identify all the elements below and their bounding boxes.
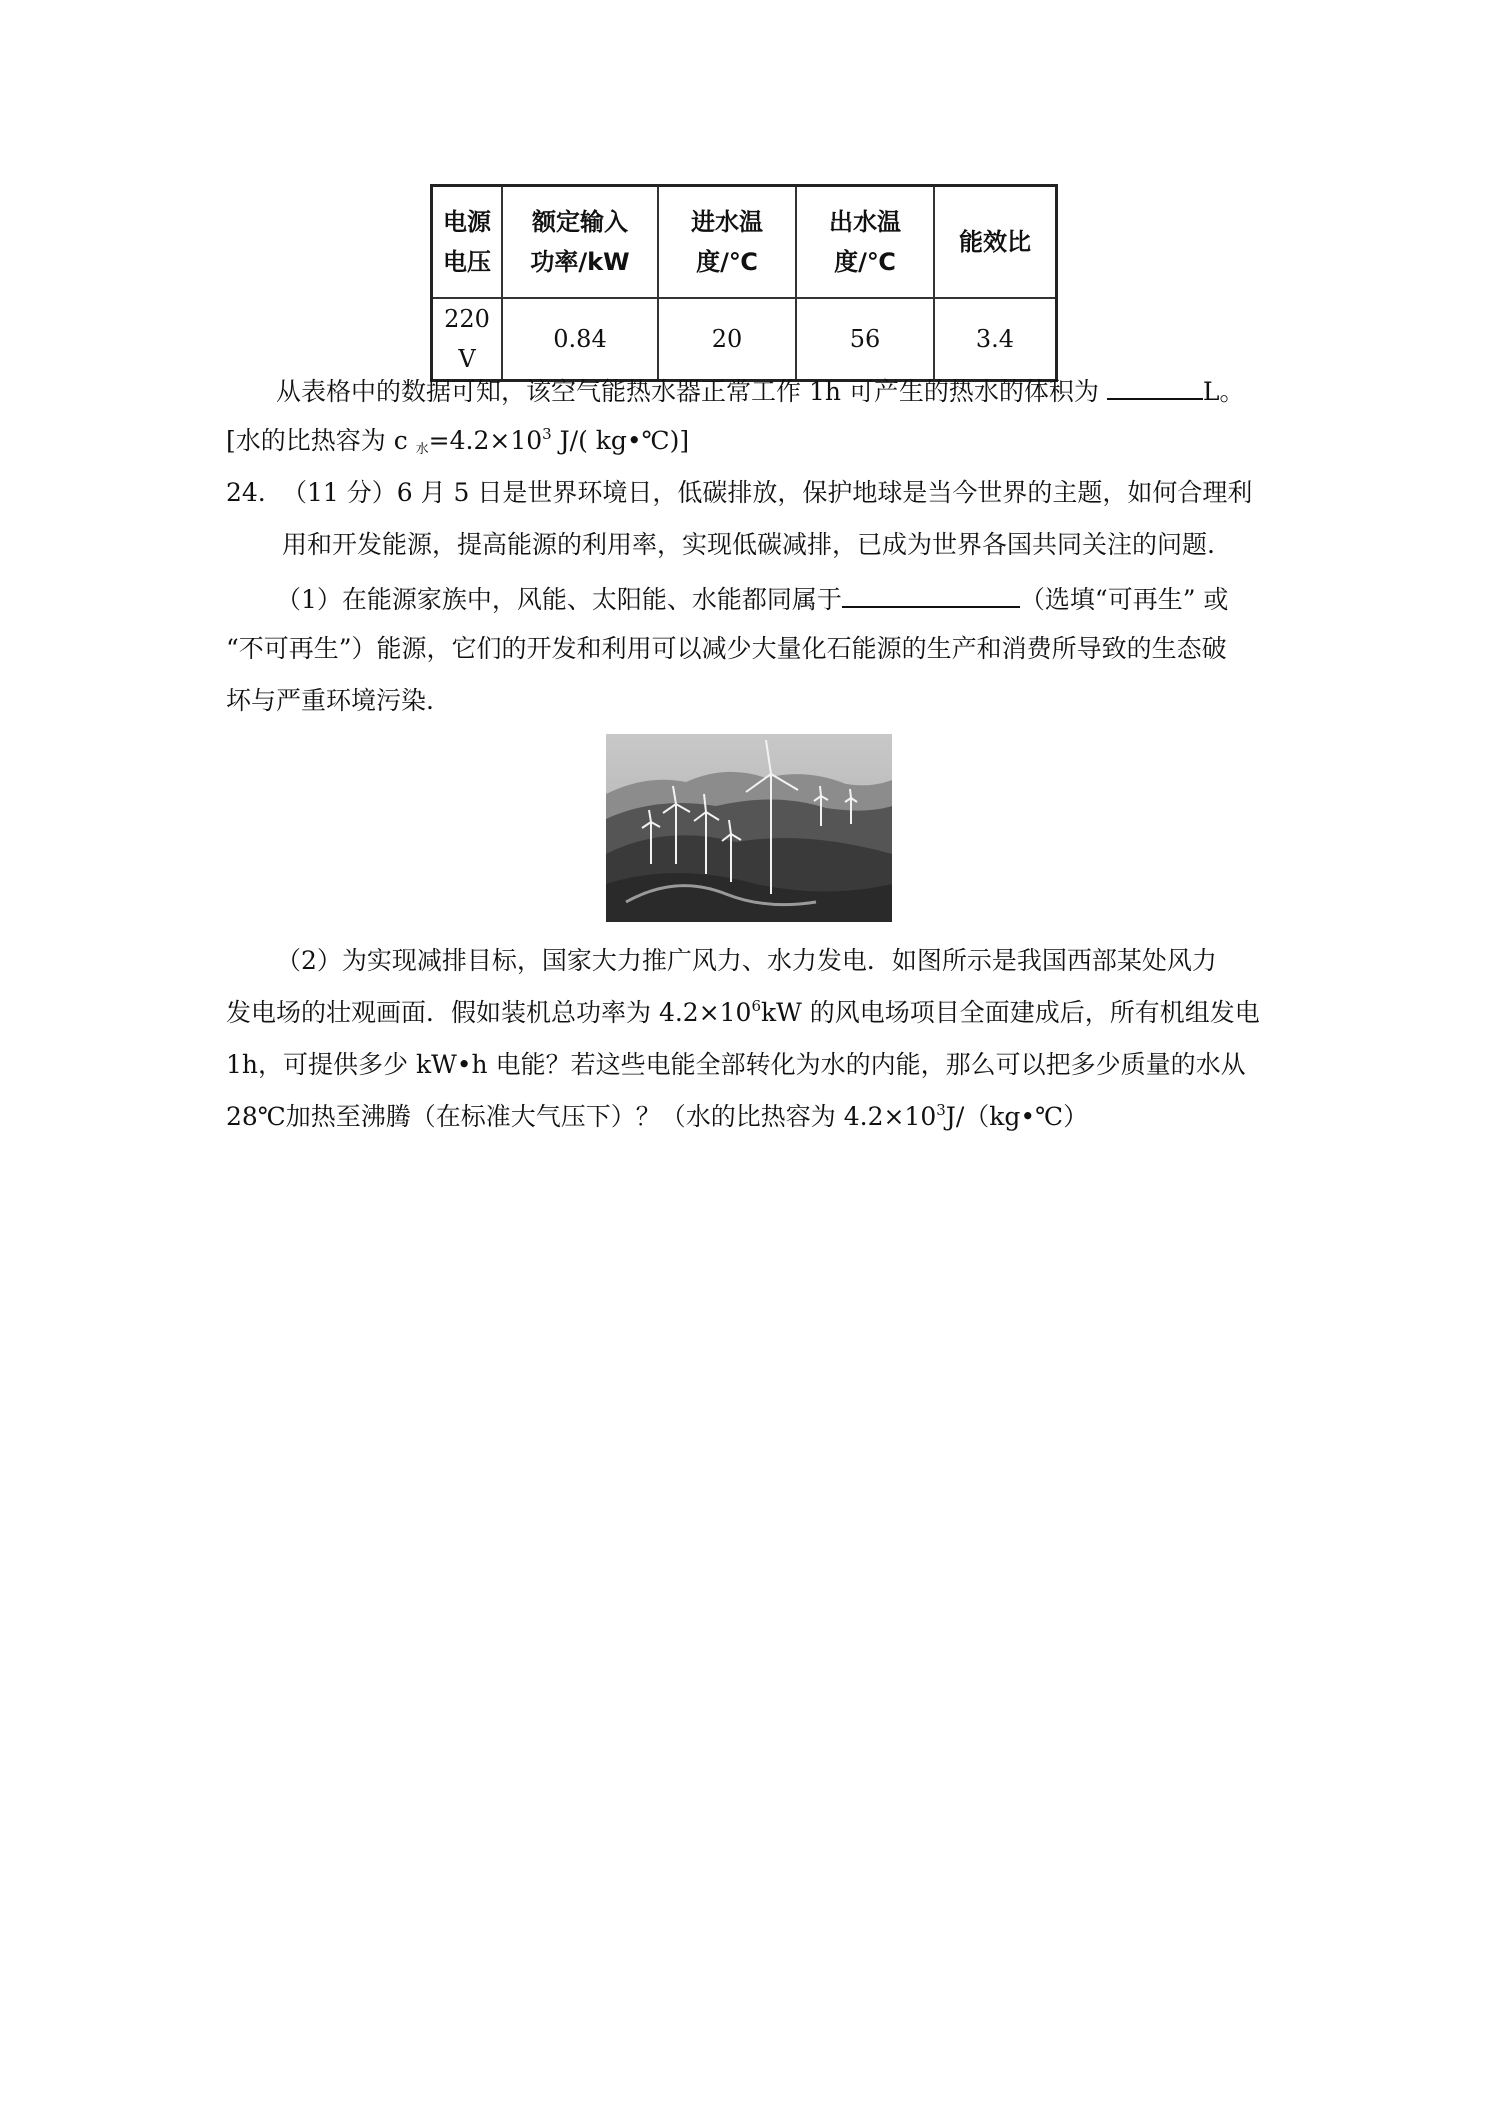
note-text-end: J/( kg•℃)] (551, 426, 690, 455)
q24-intro-line1: （11 分）6 月 5 日是世界环境日，低碳排放，保护地球是当今世界的主题，如何合理利 (282, 478, 1253, 507)
q24-number: 24. (226, 478, 266, 507)
q24-part1-line3: 坏与严重环境污染. (226, 686, 434, 715)
part2-line4-start: 28℃加热至沸腾（在标准大气压下）？（水的比热容为 4.2×10 (226, 1102, 937, 1131)
spec-table (430, 184, 1058, 382)
value-power: 0.84 (502, 298, 658, 381)
q23-result-text: 从表格中的数据可知，该空气能热水器正常工作 1h 可产生的热水的体积为 (276, 377, 1107, 406)
q24-part1-line2: “不可再生”）能源，它们的开发和利用可以减少大量化石能源的生产和消费所导致的生态破 (226, 634, 1227, 663)
wind-farm-photo (606, 734, 892, 922)
answer-blank-volume[interactable] (1107, 372, 1203, 400)
q23-specific-heat-note (226, 424, 689, 458)
wind-farm-image (606, 734, 892, 922)
q24-part2-line3: 1h，可提供多少 kW•h 电能？若这些电能全部转化为水的内能，那么可以把多少质量的水从 (226, 1050, 1246, 1079)
note-text-mid: =4.2×10 (428, 426, 543, 455)
q23-result-line (276, 372, 1244, 409)
q24-part2-line1: （2）为实现减排目标，国家大力推广风力、水力发电．如图所示是我国西部某处风力 (276, 946, 1217, 975)
answer-blank-energy-type[interactable] (842, 580, 1020, 608)
spec-table-value-row (432, 298, 1057, 381)
superscript-heat-exponent: 3 (936, 1101, 946, 1119)
header-outlet-temp: 出水温 度/℃ (796, 186, 934, 299)
spec-table-header-row (432, 186, 1057, 299)
q24-part1-line1 (276, 580, 1228, 617)
note-text-start: [水的比热容为 c (226, 426, 416, 455)
subscript-water: 水 (415, 442, 429, 457)
value-outlet-temp: 56 (796, 298, 934, 381)
q24-part2-line2 (226, 996, 1260, 1030)
part2-line2-start: 发电场的壮观画面．假如装机总功率为 4.2×10 (226, 998, 752, 1027)
header-power: 额定输入 功率/kW (502, 186, 658, 299)
value-voltage: 220 V (432, 298, 503, 381)
part2-line4-end: J/（kg•℃） (945, 1102, 1089, 1131)
header-voltage: 电源 电压 (432, 186, 503, 299)
header-efficiency: 能效比 (934, 186, 1057, 299)
superscript-exponent: 3 (542, 425, 552, 443)
part1-text-end: （选填“可再生” 或 (1019, 585, 1229, 614)
value-efficiency: 3.4 (934, 298, 1057, 381)
superscript-power-exponent: 6 (751, 997, 762, 1015)
q24-intro-line2: 用和开发能源，提高能源的利用率，实现低碳减排，已成为世界各国共同关注的问题. (282, 530, 1215, 559)
part2-line2-end: kW 的风电场项目全面建成后，所有机组发电 (761, 998, 1260, 1027)
part1-text-start: （1）在能源家族中，风能、太阳能、水能都同属于 (276, 585, 842, 614)
q24-part2-line4 (226, 1100, 1088, 1134)
q23-unit: L。 (1202, 377, 1245, 406)
value-inlet-temp: 20 (658, 298, 796, 381)
header-inlet-temp: 进水温 度/℃ (658, 186, 796, 299)
